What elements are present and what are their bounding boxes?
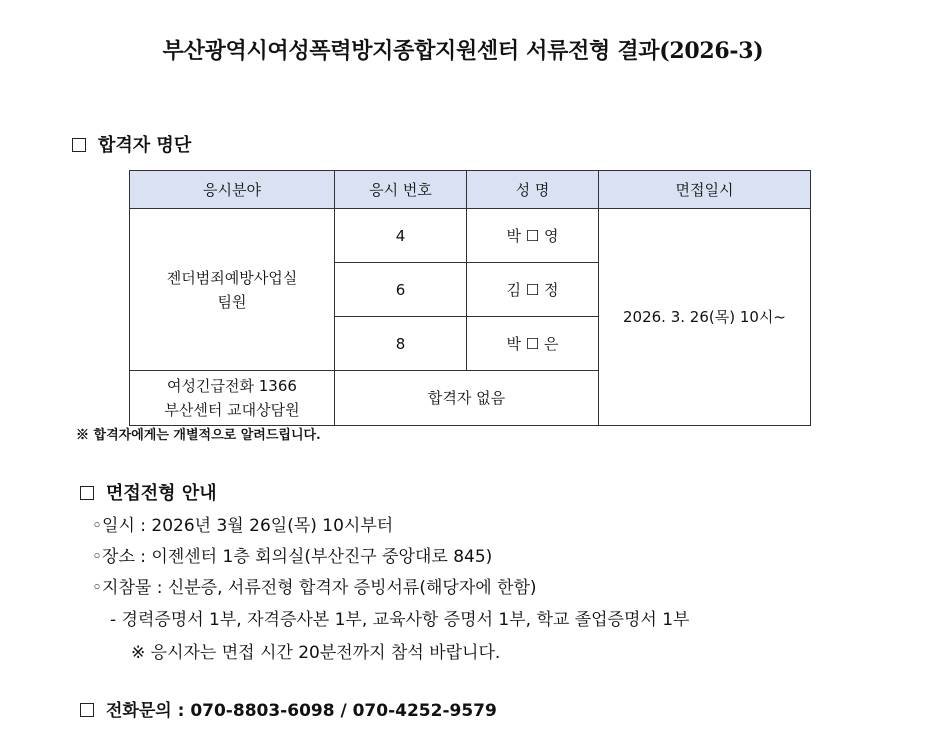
field-name-line2: 부산센터 교대상담원 [164, 401, 300, 419]
section-heading-interview [80, 479, 217, 505]
interview-attendance-line: ※ 응시자는 면접 시간 20분전까지 참석 바랍니다. [131, 643, 501, 663]
applicant-number: 8 [335, 317, 467, 371]
header-interview: 면접일시 [599, 171, 811, 209]
checkbox-square-icon [80, 703, 94, 717]
field-name-line1: 젠더범죄예방사업실 [166, 268, 298, 287]
section-heading-passers-label: 합격자 명단 [98, 135, 192, 156]
page-title: 부산광역시여성폭력방지종합지원센터 서류전형 결과(2026-3) [162, 38, 764, 64]
interview-date-line: ◦일시 : 2026년 3월 26일(목) 10시부터 [92, 516, 394, 536]
field-cell-hotline [130, 371, 335, 426]
section-heading-interview-label: 면접전형 안내 [106, 483, 217, 504]
applicant-name: 박 ☐ 은 [467, 317, 599, 371]
field-cell-gender-crime [130, 209, 335, 371]
applicant-number: 6 [335, 263, 467, 317]
table-row [130, 209, 811, 263]
result-table [129, 170, 811, 426]
field-name-line1: 여성긴급전화 1366 [167, 377, 297, 395]
checkbox-square-icon [80, 486, 94, 500]
applicant-name: 김 ☐ 정 [467, 263, 599, 317]
header-field: 응시분야 [130, 171, 335, 209]
interview-datetime: 2026. 3. 26(목) 10시~ [599, 209, 811, 426]
interview-documents-line: - 경력증명서 1부, 자격증사본 1부, 교육사항 증명서 1부, 학교 졸업증명서 1부 [110, 610, 690, 630]
header-name: 성 명 [467, 171, 599, 209]
contact-phone [80, 696, 497, 721]
interview-items-line: ◦지참물 : 신분증, 서류전형 합격자 증빙서류(해당자에 한함) [92, 578, 537, 598]
applicant-number: 4 [335, 209, 467, 263]
field-name-line2: 팀원 [217, 292, 247, 311]
notice-text: ※ 합격자에게는 개별적으로 알려드립니다. [76, 428, 321, 443]
checkbox-square-icon [72, 138, 86, 152]
applicant-name: 박 ☐ 영 [467, 209, 599, 263]
no-passer-cell: 합격자 없음 [335, 371, 599, 426]
contact-phone-label: 전화문의 : 070-8803-6098 / 070-4252-9579 [106, 701, 497, 721]
header-number: 응시 번호 [335, 171, 467, 209]
interview-place-line: ◦장소 : 이젠센터 1층 회의실(부산진구 중앙대로 845) [92, 547, 493, 567]
section-heading-passers [72, 131, 191, 157]
table-header-row [130, 171, 811, 209]
